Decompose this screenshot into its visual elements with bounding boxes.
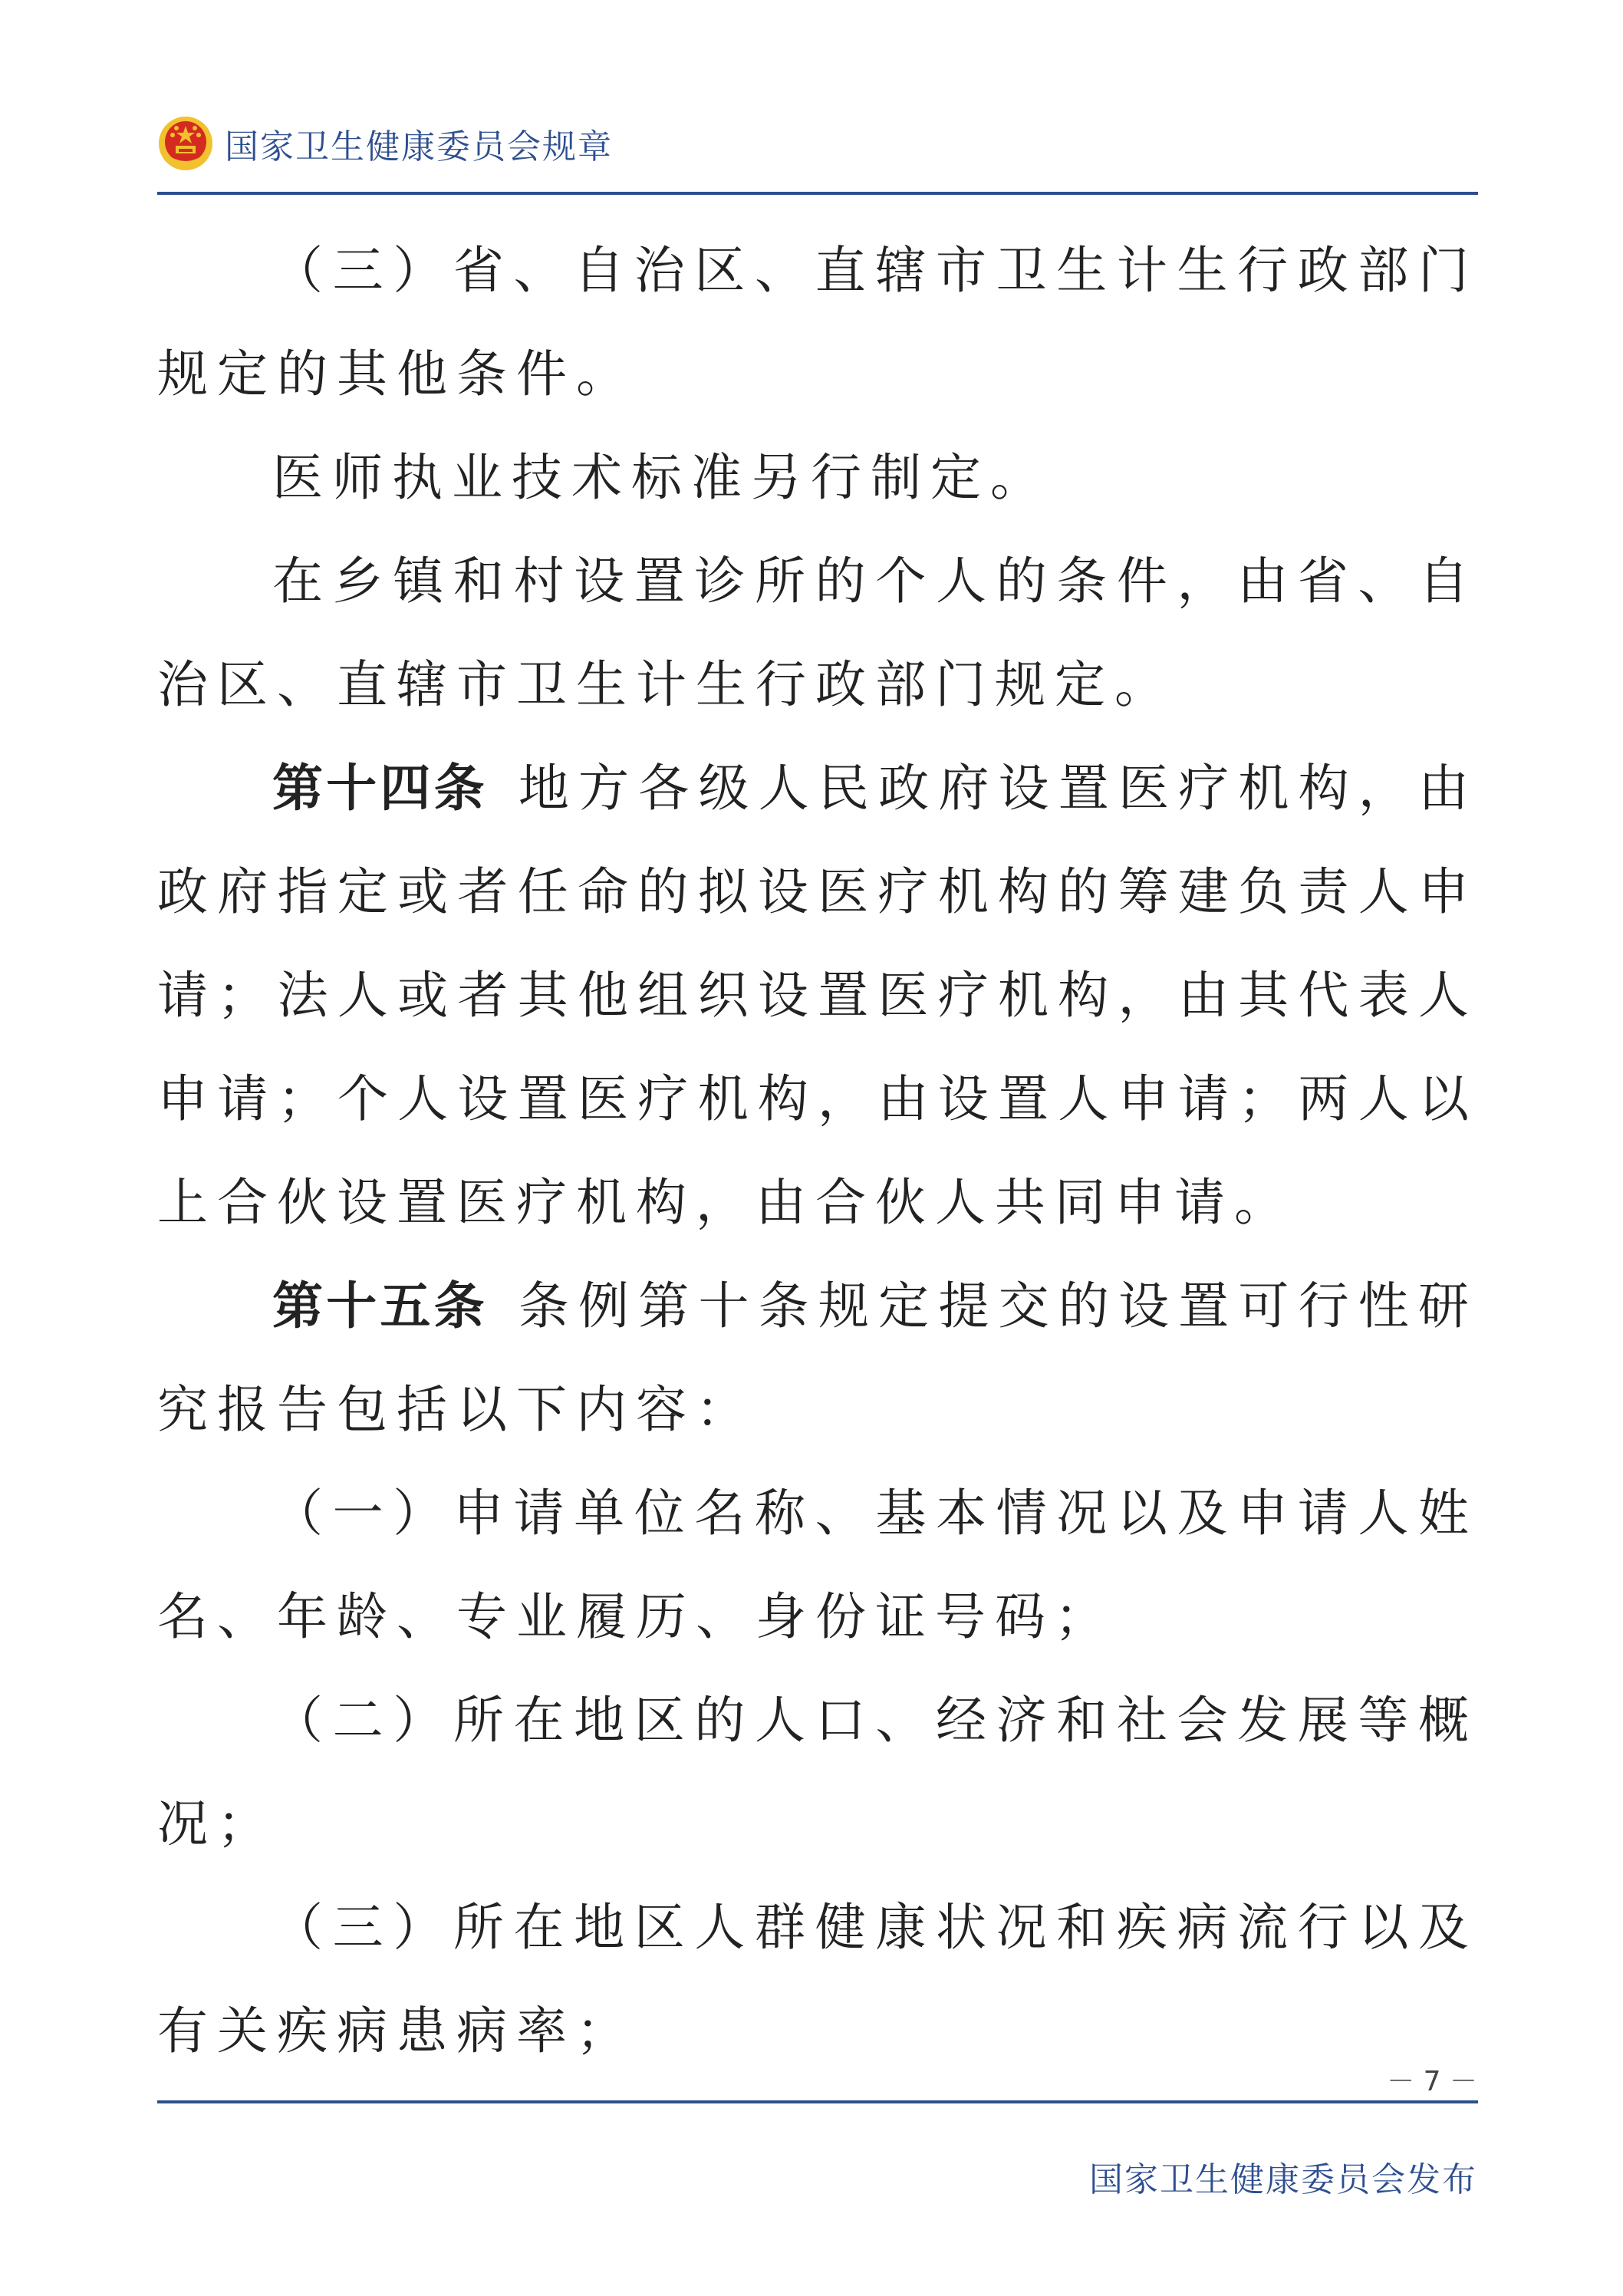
article-label: 第十五条 bbox=[272, 1276, 488, 1336]
footer-divider bbox=[157, 2100, 1478, 2103]
paragraph: 医师执业技术标准另行制定。 bbox=[272, 448, 1050, 507]
article-text: 地方各级人民政府设置医疗机构，由政府指定或者任命的拟设医疗机构的筹建负责人申请；法人或者其他组织设置医疗机构，由其代表人申请；个人设置医疗机构，由设置人申请；两人以上合伙设置医疗机构，由合伙人共同申请。 bbox=[157, 759, 1479, 1232]
footer-publisher: 国家卫生健康委员会发布 bbox=[1089, 2160, 1477, 2199]
header-title: 国家卫生健康委员会规章 bbox=[225, 127, 613, 166]
list-item: （二）所在地区的人口、经济和社会发展等概况； bbox=[157, 1691, 1478, 1853]
header-divider bbox=[157, 192, 1478, 195]
article-text: 条例第十条规定提交的设置可行性研究报告包括以下内容： bbox=[157, 1276, 1479, 1439]
article-label: 第十四条 bbox=[272, 759, 488, 818]
article-14 bbox=[157, 736, 1478, 1254]
page-number: － 7 － bbox=[1387, 2066, 1477, 2097]
list-item: （三）所在地区人群健康状况和疾病流行以及有关疾病患病率； bbox=[157, 1898, 1478, 2060]
national-emblem-icon bbox=[157, 115, 214, 172]
paragraph: （三）省、自治区、直辖市卫生计生行政部门规定的其他条件。 bbox=[157, 241, 1478, 404]
list-item: （一）申请单位名称、基本情况以及申请人姓名、年龄、专业履历、身份证号码； bbox=[157, 1484, 1478, 1646]
page-header bbox=[157, 115, 613, 172]
article-15 bbox=[157, 1254, 1478, 1461]
paragraph: 在乡镇和村设置诊所的个人的条件，由省、自治区、直辖市卫生计生行政部门规定。 bbox=[157, 552, 1478, 714]
document-body bbox=[157, 219, 1478, 2083]
